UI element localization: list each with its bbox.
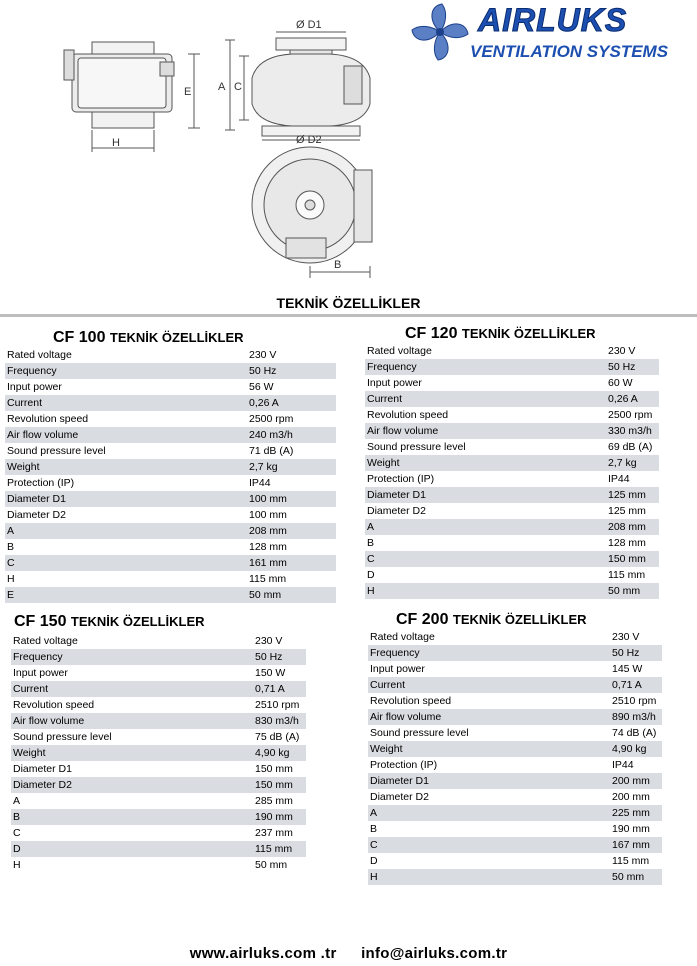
spec-label: Diameter D2 bbox=[370, 791, 429, 803]
spec-label: B bbox=[367, 537, 375, 549]
spec-row bbox=[365, 423, 659, 439]
spec-row bbox=[365, 551, 659, 567]
spec-value: 115 mm bbox=[608, 569, 646, 581]
spec-label: H bbox=[365, 583, 606, 599]
dim-b-label: B bbox=[334, 259, 342, 271]
spec-value: 167 mm bbox=[610, 837, 662, 853]
spec-label: Input power bbox=[13, 667, 68, 679]
footer-contact bbox=[0, 945, 697, 962]
spec-value: 100 mm bbox=[249, 509, 287, 521]
spec-label: Weight bbox=[5, 459, 247, 475]
spec-value: 100 mm bbox=[247, 491, 336, 507]
spec-row bbox=[5, 587, 336, 603]
spec-value: 0,71 A bbox=[253, 681, 306, 697]
spec-label: D bbox=[367, 569, 375, 581]
spec-label: H bbox=[7, 573, 15, 585]
spec-row bbox=[368, 869, 662, 885]
spec-row bbox=[11, 825, 306, 841]
spec-value: 74 dB (A) bbox=[612, 727, 657, 739]
spec-cf150 bbox=[11, 613, 306, 873]
spec-value: 4,90 kg bbox=[253, 745, 306, 761]
spec-value: 50 Hz bbox=[253, 649, 306, 665]
spec-table bbox=[11, 633, 306, 873]
dim-a-label: A bbox=[218, 81, 226, 93]
spec-row bbox=[365, 503, 659, 519]
spec-row bbox=[368, 661, 662, 677]
spec-value: 2,7 kg bbox=[606, 455, 659, 471]
spec-value: 115 mm bbox=[253, 841, 306, 857]
spec-row bbox=[5, 571, 336, 587]
spec-value: 330 m3/h bbox=[606, 423, 659, 439]
spec-value: IP44 bbox=[249, 477, 271, 489]
spec-model: CF 200 bbox=[396, 611, 449, 628]
spec-value: 128 mm bbox=[608, 537, 646, 549]
spec-row bbox=[11, 841, 306, 857]
spec-value: 237 mm bbox=[255, 827, 293, 839]
spec-value: 150 W bbox=[255, 667, 286, 679]
spec-label: Diameter D1 bbox=[5, 491, 247, 507]
spec-label: Protection (IP) bbox=[370, 759, 438, 771]
dim-c-label: C bbox=[234, 81, 242, 93]
spec-label: E bbox=[5, 587, 247, 603]
spec-row bbox=[11, 649, 306, 665]
spec-heading bbox=[5, 329, 336, 347]
spec-row bbox=[368, 805, 662, 821]
spec-value: 208 mm bbox=[606, 519, 659, 535]
spec-row bbox=[11, 697, 306, 713]
spec-row bbox=[368, 789, 662, 805]
spec-row bbox=[365, 407, 659, 423]
spec-row bbox=[365, 455, 659, 471]
spec-row bbox=[5, 411, 336, 427]
brand-name: AIRLUKS bbox=[478, 2, 628, 38]
spec-cf120 bbox=[365, 325, 659, 599]
spec-label: A bbox=[5, 523, 247, 539]
dim-e-label: E bbox=[184, 86, 192, 98]
spec-heading-suffix: TEKNİK ÖZELLİKLER bbox=[109, 330, 244, 345]
spec-value: 75 dB (A) bbox=[255, 731, 300, 743]
spec-label: Air flow volume bbox=[5, 427, 247, 443]
spec-row bbox=[365, 343, 659, 359]
spec-label: A bbox=[13, 795, 21, 807]
spec-label: B bbox=[11, 809, 253, 825]
spec-row bbox=[11, 745, 306, 761]
spec-row bbox=[365, 439, 659, 455]
spec-label: H bbox=[368, 869, 610, 885]
spec-value: 150 mm bbox=[606, 551, 659, 567]
spec-heading bbox=[368, 611, 662, 629]
spec-heading-suffix: TEKNİK ÖZELLİKLER bbox=[461, 326, 596, 341]
fan-logo-icon bbox=[408, 0, 472, 64]
spec-label: Current bbox=[11, 681, 253, 697]
spec-value: 230 V bbox=[608, 345, 636, 357]
spec-row bbox=[368, 837, 662, 853]
spec-value: 190 mm bbox=[253, 809, 306, 825]
spec-row bbox=[11, 729, 306, 745]
spec-label: C bbox=[365, 551, 606, 567]
spec-value: 890 m3/h bbox=[610, 709, 662, 725]
spec-value: 200 mm bbox=[610, 773, 662, 789]
spec-row bbox=[11, 713, 306, 729]
spec-value: 115 mm bbox=[612, 855, 650, 867]
spec-value: 225 mm bbox=[610, 805, 662, 821]
spec-value: 208 mm bbox=[247, 523, 336, 539]
spec-label: Revolution speed bbox=[367, 409, 449, 421]
spec-value: 71 dB (A) bbox=[249, 445, 294, 457]
spec-value: IP44 bbox=[608, 473, 630, 485]
spec-label: Weight bbox=[365, 455, 606, 471]
spec-row bbox=[5, 539, 336, 555]
front-view-drawing bbox=[225, 32, 370, 140]
spec-row bbox=[5, 523, 336, 539]
spec-table bbox=[5, 347, 336, 603]
spec-value: 2510 rpm bbox=[255, 699, 300, 711]
spec-label: H bbox=[13, 859, 21, 871]
spec-label: Diameter D1 bbox=[365, 487, 606, 503]
spec-value: 161 mm bbox=[247, 555, 336, 571]
spec-value: 190 mm bbox=[612, 823, 650, 835]
spec-row bbox=[368, 709, 662, 725]
spec-label: Protection (IP) bbox=[7, 477, 75, 489]
dim-d2-label: Ø D2 bbox=[296, 134, 322, 146]
spec-label: B bbox=[7, 541, 15, 553]
spec-row bbox=[368, 741, 662, 757]
spec-label: Diameter D1 bbox=[368, 773, 610, 789]
spec-value: 0,71 A bbox=[610, 677, 662, 693]
spec-label: Frequency bbox=[365, 359, 606, 375]
spec-label: Input power bbox=[7, 381, 62, 393]
spec-cf200 bbox=[368, 611, 662, 885]
spec-label: Air flow volume bbox=[368, 709, 610, 725]
spec-row bbox=[365, 519, 659, 535]
spec-value: IP44 bbox=[612, 759, 634, 771]
brand-tagline: VENTILATION SYSTEMS bbox=[470, 42, 669, 61]
dim-d1-label: Ø D1 bbox=[296, 19, 322, 31]
spec-row bbox=[5, 427, 336, 443]
spec-value: 2500 rpm bbox=[249, 413, 294, 425]
spec-label: C bbox=[13, 827, 21, 839]
spec-heading-suffix: TEKNİK ÖZELLİKLER bbox=[70, 614, 205, 629]
spec-row bbox=[365, 567, 659, 583]
spec-row bbox=[11, 809, 306, 825]
spec-value: 240 m3/h bbox=[247, 427, 336, 443]
spec-label: A bbox=[368, 805, 610, 821]
spec-row bbox=[365, 375, 659, 391]
spec-value: 115 mm bbox=[249, 573, 287, 585]
spec-value: 50 Hz bbox=[606, 359, 659, 375]
spec-label: Current bbox=[5, 395, 247, 411]
spec-label: C bbox=[5, 555, 247, 571]
spec-cf100 bbox=[5, 329, 336, 603]
spec-row bbox=[5, 475, 336, 491]
spec-label: Weight bbox=[368, 741, 610, 757]
spec-label: Frequency bbox=[368, 645, 610, 661]
spec-label: Air flow volume bbox=[11, 713, 253, 729]
spec-value: 50 mm bbox=[606, 583, 659, 599]
spec-label: Revolution speed bbox=[370, 695, 452, 707]
spec-label: C bbox=[368, 837, 610, 853]
spec-label: Revolution speed bbox=[7, 413, 89, 425]
spec-row bbox=[11, 665, 306, 681]
spec-value: 60 W bbox=[608, 377, 633, 389]
spec-row bbox=[5, 491, 336, 507]
spec-row bbox=[368, 757, 662, 773]
spec-label: Diameter D2 bbox=[7, 509, 66, 521]
spec-value: 50 Hz bbox=[610, 645, 662, 661]
spec-row bbox=[11, 761, 306, 777]
spec-label: Current bbox=[368, 677, 610, 693]
spec-label: Rated voltage bbox=[7, 349, 72, 361]
spec-value: 830 m3/h bbox=[253, 713, 306, 729]
spec-row bbox=[365, 487, 659, 503]
spec-row bbox=[5, 395, 336, 411]
spec-label: Rated voltage bbox=[370, 631, 435, 643]
spec-row bbox=[368, 725, 662, 741]
spec-label: Input power bbox=[370, 663, 425, 675]
spec-row bbox=[5, 507, 336, 523]
spec-row bbox=[368, 645, 662, 661]
spec-label: Air flow volume bbox=[365, 423, 606, 439]
footer-email[interactable]: info@airluks.com.tr bbox=[361, 945, 508, 962]
spec-value: 150 mm bbox=[255, 763, 293, 775]
spec-label: Input power bbox=[367, 377, 422, 389]
top-view-drawing bbox=[252, 147, 372, 278]
dim-h-label: H bbox=[112, 137, 120, 149]
spec-label: B bbox=[370, 823, 378, 835]
spec-row bbox=[11, 681, 306, 697]
spec-model: CF 120 bbox=[405, 325, 458, 342]
spec-label: Frequency bbox=[5, 363, 247, 379]
spec-value: 50 Hz bbox=[247, 363, 336, 379]
spec-row bbox=[5, 555, 336, 571]
spec-model: CF 100 bbox=[53, 329, 106, 346]
spec-label: Revolution speed bbox=[13, 699, 95, 711]
spec-value: 69 dB (A) bbox=[608, 441, 653, 453]
spec-row bbox=[5, 379, 336, 395]
spec-value: 4,90 kg bbox=[610, 741, 662, 757]
spec-row bbox=[368, 821, 662, 837]
spec-row bbox=[11, 857, 306, 873]
spec-heading-suffix: TEKNİK ÖZELLİKLER bbox=[452, 612, 587, 627]
spec-table bbox=[365, 343, 659, 599]
spec-value: 0,26 A bbox=[606, 391, 659, 407]
spec-label: Current bbox=[365, 391, 606, 407]
spec-table bbox=[368, 629, 662, 885]
spec-label: Sound pressure level bbox=[13, 731, 112, 743]
spec-label: A bbox=[365, 519, 606, 535]
spec-label: Rated voltage bbox=[13, 635, 78, 647]
spec-model: CF 150 bbox=[14, 613, 67, 630]
spec-value: 150 mm bbox=[253, 777, 306, 793]
spec-label: Diameter D1 bbox=[13, 763, 72, 775]
spec-value: 125 mm bbox=[606, 487, 659, 503]
spec-value: 2,7 kg bbox=[247, 459, 336, 475]
spec-label: Diameter D2 bbox=[11, 777, 253, 793]
spec-row bbox=[365, 471, 659, 487]
spec-value: 2510 rpm bbox=[612, 695, 657, 707]
spec-row bbox=[368, 853, 662, 869]
spec-value: 125 mm bbox=[608, 505, 646, 517]
spec-row bbox=[11, 793, 306, 809]
spec-label: Protection (IP) bbox=[367, 473, 435, 485]
spec-row bbox=[368, 693, 662, 709]
footer-website[interactable]: www.airluks.com .tr bbox=[189, 945, 337, 962]
spec-row bbox=[11, 633, 306, 649]
spec-row bbox=[368, 629, 662, 645]
spec-label: D bbox=[11, 841, 253, 857]
spec-row bbox=[5, 363, 336, 379]
spec-label: Weight bbox=[11, 745, 253, 761]
spec-value: 230 V bbox=[255, 635, 283, 647]
spec-label: Rated voltage bbox=[367, 345, 432, 357]
spec-value: 50 mm bbox=[255, 859, 288, 871]
spec-row bbox=[365, 391, 659, 407]
spec-value: 285 mm bbox=[255, 795, 293, 807]
spec-label: Sound pressure level bbox=[370, 727, 469, 739]
spec-label: Sound pressure level bbox=[367, 441, 466, 453]
spec-label: Diameter D2 bbox=[367, 505, 426, 517]
spec-label: D bbox=[370, 855, 378, 867]
spec-value: 56 W bbox=[249, 381, 274, 393]
spec-row bbox=[5, 347, 336, 363]
spec-row bbox=[365, 359, 659, 375]
divider bbox=[0, 314, 697, 317]
spec-value: 230 V bbox=[249, 349, 277, 361]
page-title: TEKNİK ÖZELLİKLER bbox=[276, 295, 421, 311]
spec-value: 145 W bbox=[612, 663, 643, 675]
spec-value: 0,26 A bbox=[247, 395, 336, 411]
spec-row bbox=[5, 459, 336, 475]
spec-value: 128 mm bbox=[249, 541, 287, 553]
spec-label: Sound pressure level bbox=[7, 445, 106, 457]
side-view-drawing bbox=[64, 42, 200, 152]
spec-value: 50 mm bbox=[610, 869, 662, 885]
spec-row bbox=[368, 677, 662, 693]
spec-value: 50 mm bbox=[247, 587, 336, 603]
spec-label: Frequency bbox=[11, 649, 253, 665]
spec-row bbox=[365, 535, 659, 551]
spec-row bbox=[365, 583, 659, 599]
spec-row bbox=[5, 443, 336, 459]
spec-heading bbox=[365, 325, 659, 343]
spec-row bbox=[368, 773, 662, 789]
spec-heading bbox=[11, 613, 306, 631]
spec-value: 2500 rpm bbox=[608, 409, 653, 421]
brand-logo bbox=[408, 0, 688, 70]
spec-value: 200 mm bbox=[612, 791, 650, 803]
spec-value: 230 V bbox=[612, 631, 640, 643]
spec-row bbox=[11, 777, 306, 793]
